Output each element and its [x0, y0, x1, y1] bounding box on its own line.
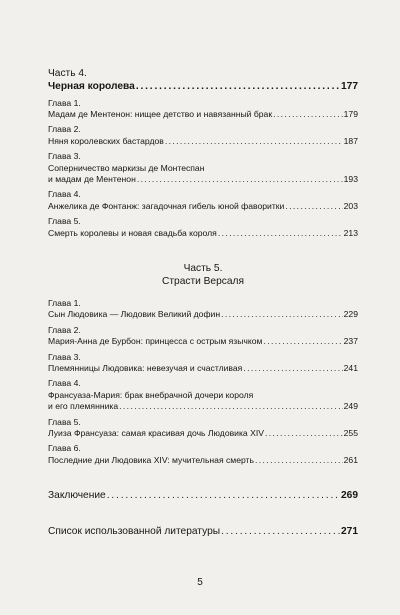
dot-leader: [119, 401, 343, 412]
chapter-label: Глава 3.: [48, 151, 81, 162]
chapter-title: Сын Людовика — Людовик Великий дофин: [48, 308, 221, 319]
page-number: 5: [197, 577, 203, 588]
chapter-label: Глава 2.: [48, 124, 81, 135]
toc-entry: [48, 298, 358, 320]
conclusion-row: [48, 489, 358, 502]
chapter-title: Анжелика де Фонтанж: загадочная гибель юной фаворитки: [48, 200, 285, 211]
toc-entry: [48, 325, 358, 347]
chapter-title: Луиза Франсуаза: самая красивая дочь Людовика XIV: [48, 427, 264, 438]
dot-leader: [221, 309, 343, 320]
chapter-page: 237: [343, 335, 358, 346]
chapter-page: 193: [343, 173, 358, 184]
toc-entry: [48, 216, 358, 238]
part-4-heading: Часть 4.: [48, 68, 87, 79]
part-4-page: 177: [341, 81, 358, 92]
chapter-page: 241: [343, 362, 358, 373]
conclusion-page: 269: [341, 489, 358, 501]
chapter-title: Последние дни Людовика XIV: мучительная смерть: [48, 454, 254, 465]
bibliography-title: Список использованной литературы: [48, 525, 221, 537]
dot-leader: [243, 363, 342, 374]
part-5-title: Страсти Версаля: [162, 276, 244, 288]
toc-entry: [48, 443, 358, 465]
toc-entry: [48, 352, 358, 374]
conclusion-title: Заключение: [48, 489, 106, 501]
dot-leader: [107, 489, 340, 502]
dot-leader: [273, 109, 343, 120]
toc-entry: [48, 189, 358, 211]
chapter-page: 213: [343, 227, 358, 238]
dot-leader: [221, 525, 340, 538]
part-5-heading: Часть 5.: [183, 262, 223, 274]
dot-leader: [265, 428, 343, 439]
chapter-title: Племянницы Людовика: невезучая и счастливая: [48, 362, 243, 373]
dot-leader: [136, 80, 340, 93]
chapter-label: Глава 4.: [48, 378, 81, 389]
toc-entry: [48, 98, 358, 120]
chapter-page: 229: [343, 308, 358, 319]
chapter-title: Мария-Анна де Бурбон: принцесса с острым язычком: [48, 335, 263, 346]
chapter-title-line: и его племянника: [48, 400, 119, 411]
chapter-title-line: Соперничество маркизы де Монтеспан: [48, 162, 205, 173]
chapter-label: Глава 5.: [48, 216, 81, 227]
chapter-title: Мадам де Ментенон: нищее детство и навязанный брак: [48, 108, 273, 119]
chapter-label: Глава 1.: [48, 97, 81, 108]
toc-entry: [48, 417, 358, 439]
dot-leader: [255, 455, 343, 466]
dot-leader: [218, 228, 343, 239]
chapter-page: 203: [343, 200, 358, 211]
chapter-title-line: и мадам де Ментенон: [48, 173, 136, 184]
dot-leader: [137, 174, 343, 185]
bibliography-page: 271: [341, 525, 358, 537]
chapter-label: Глава 1.: [48, 297, 81, 308]
chapter-label: Глава 2.: [48, 324, 81, 335]
part-4-title-row: [48, 80, 358, 93]
part-5-heading-block: [48, 262, 358, 289]
dot-leader: [285, 201, 342, 212]
dot-leader: [165, 136, 343, 147]
chapter-title: Няня королевских бастардов: [48, 135, 164, 146]
part-4-title: Черная королева: [48, 81, 135, 92]
chapter-page: 249: [343, 400, 358, 411]
chapter-page: 179: [343, 108, 358, 119]
chapter-page: 255: [343, 427, 358, 438]
chapter-page: 261: [343, 454, 358, 465]
chapter-title: Смерть королевы и новая свадьба короля: [48, 227, 217, 238]
chapter-label: Глава 4.: [48, 189, 81, 200]
chapter-label: Глава 3.: [48, 351, 81, 362]
toc-entry: [48, 151, 358, 185]
chapter-label: Глава 5.: [48, 416, 81, 427]
chapter-title-line: Франсуаза-Мария: брак внебрачной дочери короля: [48, 389, 254, 400]
dot-leader: [263, 336, 342, 347]
table-of-contents: [48, 67, 358, 538]
toc-entry: [48, 124, 358, 146]
toc-entry: [48, 378, 358, 412]
bibliography-row: [48, 525, 358, 538]
chapter-label: Глава 6.: [48, 443, 81, 454]
chapter-page: 187: [343, 135, 358, 146]
